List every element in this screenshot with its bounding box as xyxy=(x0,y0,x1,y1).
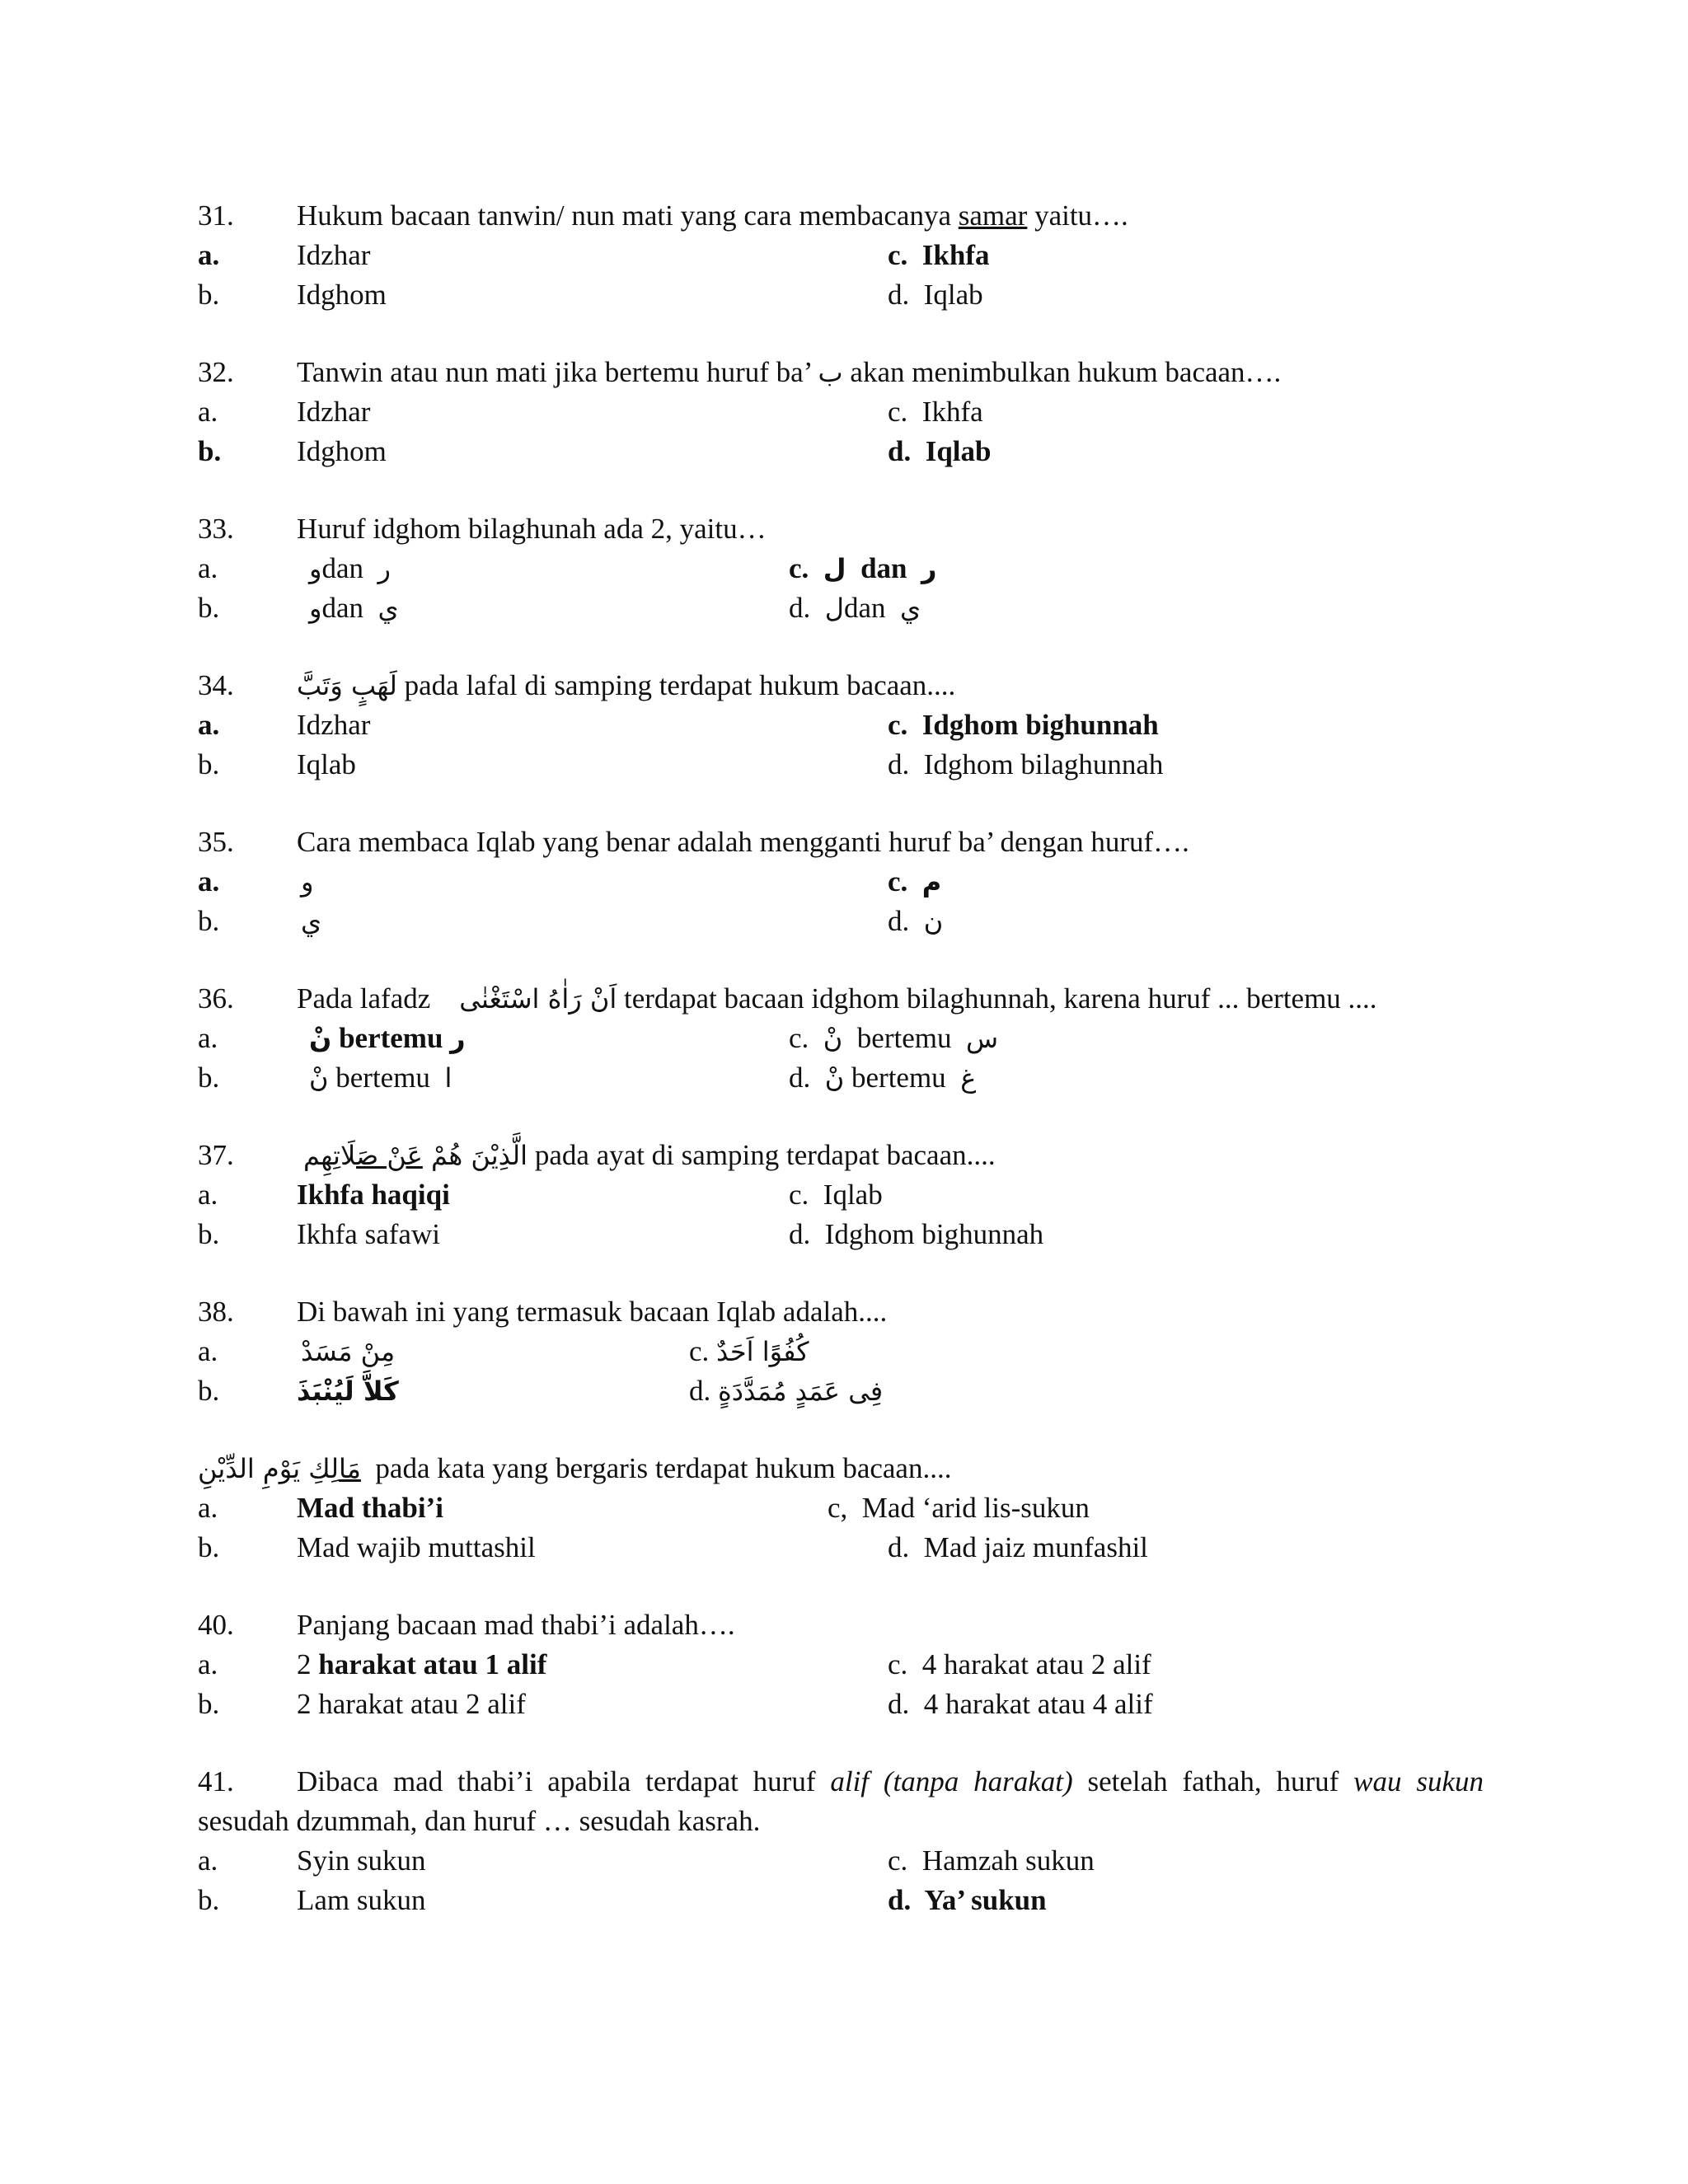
option-letter: b. xyxy=(198,1218,220,1250)
question-38 xyxy=(0,1292,1688,1332)
arabic-letter: ب xyxy=(818,357,843,388)
option-row xyxy=(0,1058,1688,1098)
option-text: d. لdan ي xyxy=(789,592,921,624)
option-letter: a. xyxy=(198,396,218,428)
option-text: d. 4 harakat atau 4 alif xyxy=(888,1688,1153,1720)
option-correct: d. Ya’ sukun xyxy=(888,1884,1047,1916)
question-number: 38. xyxy=(198,1296,234,1328)
option-row xyxy=(0,275,1688,315)
option-correct: كَلاَّ لَيُنْبَذَ xyxy=(297,1376,399,1407)
question-text: مَالِكِ يَوْمِ الدِّيْنِ pada kata yang bergaris terdapat hukum bacaan.... xyxy=(198,1449,951,1488)
option-text: Ikhfa safawi xyxy=(297,1218,440,1250)
option-correct: c. Idghom bighunnah xyxy=(888,709,1159,741)
option-correct: c. Ikhfa xyxy=(888,239,990,271)
option-letter: b. xyxy=(198,435,222,467)
question-number: 33. xyxy=(198,513,234,545)
arabic-phrase: لَهَبٍ وَتَبَّ xyxy=(297,670,397,701)
option-correct: c. م xyxy=(888,865,942,898)
option-arabic: مِنْ مَسَدْ xyxy=(301,1336,396,1367)
option-row xyxy=(0,236,1688,275)
option-row xyxy=(0,1685,1688,1724)
option-text: Idghom xyxy=(297,435,387,467)
question-text: Tanwin atau nun mati jika bertemu huruf ba’ ب akan menimbulkan hukum bacaan…. xyxy=(297,353,1281,392)
question-text: الَّذِيْنَ هُمْ عَنْ صَلَاتِهِم pada ayat di samping terdapat bacaan.... xyxy=(303,1136,996,1175)
option-correct: c. ل dan ر xyxy=(789,552,937,584)
question-text: Cara membaca Iqlab yang benar adalah mengganti huruf ba’ dengan huruf…. xyxy=(297,826,1189,858)
option-row xyxy=(0,1371,1688,1411)
option-text: d. Idghom bilaghunnah xyxy=(888,748,1164,780)
option-text: c. Ikhfa xyxy=(888,396,983,428)
option-correct: نْ bertemu ر xyxy=(309,1022,466,1054)
option-text: وdan ر xyxy=(309,552,391,584)
option-text: d. Mad jaiz munfashil xyxy=(888,1531,1148,1563)
question-34 xyxy=(0,666,1688,705)
option-letter: a. xyxy=(198,239,220,271)
option-row xyxy=(0,1019,1688,1058)
option-row xyxy=(0,1215,1688,1254)
question-40 xyxy=(0,1605,1688,1645)
option-text: نْ bertemu ا xyxy=(309,1062,452,1094)
question-number: 34. xyxy=(198,669,234,701)
option-row xyxy=(0,549,1688,588)
option-row xyxy=(0,1645,1688,1685)
option-text: d. نْ bertemu غ xyxy=(789,1062,977,1094)
option-row xyxy=(0,1528,1688,1568)
option-letter: a. xyxy=(198,865,220,898)
question-41: 41. Dibaca mad thabi’i apabila terdapat huruf alif (tanpa harakat) setelah fathah, huruf wau sukun sesudah dzummah, dan huruf … sesudah kasrah. xyxy=(198,1762,1484,1841)
option-correct: Mad thabi’i xyxy=(297,1492,443,1524)
question-35 xyxy=(0,823,1688,862)
question-text: Huruf idghom bilaghunah ada 2, yaitu… xyxy=(297,513,767,545)
option-letter: b. xyxy=(198,1688,220,1720)
option-text: Mad wajib muttashil xyxy=(297,1531,536,1563)
option-text: Syin sukun xyxy=(297,1844,426,1877)
question-37 xyxy=(0,1136,1688,1175)
question-36 xyxy=(0,979,1688,1019)
question-number: 40. xyxy=(198,1609,234,1641)
option-row xyxy=(0,862,1688,902)
question-text: Di bawah ini yang termasuk bacaan Iqlab adalah.... xyxy=(297,1296,888,1328)
option-letter: b. xyxy=(198,592,220,624)
option-letter: a. xyxy=(198,1492,218,1524)
option-text: c. Iqlab xyxy=(789,1179,883,1211)
option-arabic: و xyxy=(301,866,314,898)
option-letter: a. xyxy=(198,1648,218,1680)
option-text: Iqlab xyxy=(297,748,356,780)
option-letter: a. xyxy=(198,1022,218,1054)
option-row xyxy=(0,1488,1688,1528)
option-correct: 2 harakat atau 1 alif xyxy=(297,1648,547,1680)
option-letter: b. xyxy=(198,748,220,780)
option-arabic: ي xyxy=(301,906,322,937)
option-row xyxy=(0,588,1688,628)
option-text: Idzhar xyxy=(297,709,371,741)
option-text: Idzhar xyxy=(297,239,371,271)
option-row xyxy=(0,902,1688,941)
option-text: d. Idghom bighunnah xyxy=(789,1218,1044,1250)
option-row xyxy=(0,432,1688,471)
option-text: Idghom xyxy=(297,279,387,311)
arabic-phrase: اَنْ رَاٰهُ اسْتَغْنٰى xyxy=(459,983,617,1015)
option-text: d. ن xyxy=(888,905,944,937)
option-letter: b. xyxy=(198,1531,220,1563)
option-row xyxy=(0,745,1688,785)
option-letter: a. xyxy=(198,1844,218,1877)
question-number: 35. xyxy=(198,826,234,858)
option-letter: a. xyxy=(198,1179,218,1211)
option-text: c. 4 harakat atau 2 alif xyxy=(888,1648,1151,1680)
option-text: Lam sukun xyxy=(297,1884,426,1916)
question-text: Panjang bacaan mad thabi’i adalah…. xyxy=(297,1609,735,1641)
option-letter: a. xyxy=(198,552,218,584)
question-39 xyxy=(0,1449,1688,1488)
option-text: d. فِى عَمَدٍ مُمَدَّدَةٍ xyxy=(689,1375,884,1407)
option-row xyxy=(0,1175,1688,1215)
option-text: c. كُفُوًا اَحَدٌ xyxy=(689,1335,809,1367)
option-text: c, Mad ‘arid lis-sukun xyxy=(828,1492,1090,1524)
question-text: لَهَبٍ وَتَبَّ pada lafal di samping terdapat hukum bacaan.... xyxy=(297,666,955,705)
option-row xyxy=(0,705,1688,745)
question-32 xyxy=(0,353,1688,392)
option-letter: b. xyxy=(198,279,220,311)
question-31 xyxy=(0,196,1688,236)
option-letter: a. xyxy=(198,709,220,741)
question-33 xyxy=(0,509,1688,549)
option-row xyxy=(0,1332,1688,1371)
option-row xyxy=(0,1881,1688,1920)
option-letter: b. xyxy=(198,1375,220,1407)
option-row xyxy=(0,1841,1688,1881)
option-correct: Ikhfa haqiqi xyxy=(297,1179,450,1211)
option-text: 2 harakat atau 2 alif xyxy=(297,1688,526,1720)
question-number: 36. xyxy=(198,982,234,1015)
option-letter: b. xyxy=(198,905,220,937)
option-letter: b. xyxy=(198,1062,220,1094)
question-number: 41. xyxy=(198,1765,234,1797)
arabic-phrase: مَالِكِ يَوْمِ الدِّيْنِ xyxy=(198,1453,361,1484)
option-letter: a. xyxy=(198,1335,218,1367)
question-text: Hukum bacaan tanwin/ nun mati yang cara membacanya samar yaitu…. xyxy=(297,199,1128,232)
arabic-phrase: الَّذِيْنَ هُمْ عَنْ صَلَاتِهِم xyxy=(303,1140,528,1171)
option-text: c. نْ bertemu س xyxy=(789,1022,999,1054)
question-number: 37. xyxy=(198,1139,234,1171)
option-text: c. Hamzah sukun xyxy=(888,1844,1095,1877)
option-row xyxy=(0,392,1688,432)
question-number: 31. xyxy=(198,199,234,232)
option-text: وdan ي xyxy=(309,592,399,624)
option-text: Idzhar xyxy=(297,396,371,428)
question-number: 32. xyxy=(198,356,234,388)
option-letter: b. xyxy=(198,1884,220,1916)
question-text: Pada lafadz اَنْ رَاٰهُ اسْتَغْنٰى terdapat bacaan idghom bilaghunnah, karena huruf ... bertemu .... xyxy=(297,979,1377,1019)
option-text: d. Iqlab xyxy=(888,279,983,311)
option-correct: d. Iqlab xyxy=(888,435,992,467)
